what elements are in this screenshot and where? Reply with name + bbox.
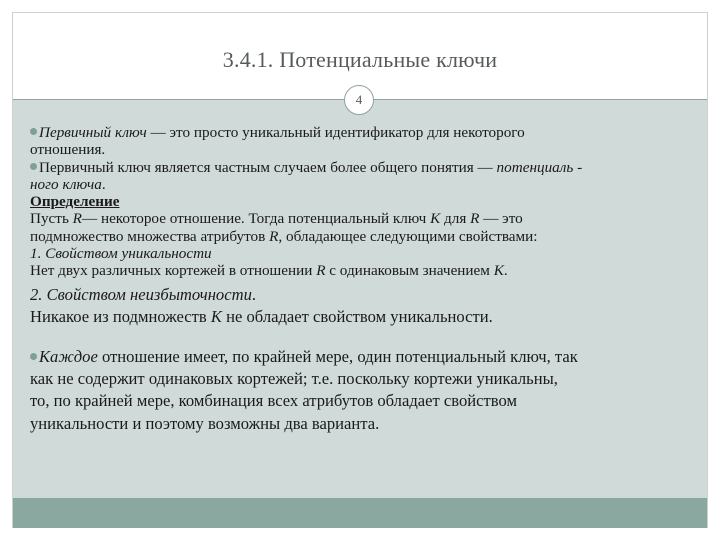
term-candidate-key-end: ного ключа <box>30 175 102 193</box>
text: для <box>440 210 471 228</box>
text: — некоторое отношение. Тогда потенциальный ключ <box>81 210 431 228</box>
page-number: 4 <box>344 85 374 115</box>
definition-heading: Определение <box>30 193 120 211</box>
text: — это <box>479 210 523 228</box>
definition-line <box>30 210 702 227</box>
text: . <box>101 175 106 193</box>
bottom-bar <box>13 498 707 528</box>
text: — это просто уникальный идентификатор для некоторого <box>146 124 525 141</box>
paragraph-line <box>30 176 702 193</box>
paragraph-primary-key <box>30 124 702 141</box>
spacer <box>30 328 702 346</box>
text: Каждое <box>39 347 98 367</box>
text: 2. Свойством неизбыточности <box>30 284 252 304</box>
var-k: K <box>493 262 504 280</box>
property-irreducibility-desc <box>30 306 702 328</box>
text: Первичный ключ является частным случаем более общего понятия — <box>39 158 497 176</box>
text: , обладающее следующими свойствами: <box>278 227 538 245</box>
paragraph-line: как не содержит одинаковых кортежей; т.е. поскольку кортежи уникальны, <box>30 369 558 389</box>
term-candidate-key: потенциаль - <box>496 158 583 176</box>
var-k: K <box>430 210 441 228</box>
var-k: K <box>210 306 222 326</box>
paragraph-candidate-key <box>30 159 702 176</box>
slide-title: 3.4.1. Потенциальные ключи <box>222 47 498 72</box>
text: Пусть <box>30 210 73 228</box>
var-r: R <box>470 210 480 228</box>
var-r: R <box>316 262 326 280</box>
paragraph-every-relation <box>30 346 702 368</box>
var-r: R <box>269 227 279 245</box>
text: . <box>503 262 508 280</box>
paragraph-line: уникальности и поэтому возможны два варианта. <box>30 413 380 433</box>
text: с одинаковым значением <box>325 262 494 280</box>
text: отношение имеет, по крайней мере, один потенциальный ключ, так <box>97 347 578 367</box>
paragraph-line: то, по крайней мере, комбинация всех атрибутов обладает свойством <box>30 391 517 411</box>
text: подмножество множества атрибутов <box>30 227 270 245</box>
text: 1. Свойством уникальности <box>30 245 212 263</box>
var-r: R <box>72 210 82 228</box>
paragraph-line: отношения. <box>30 141 106 159</box>
definition-line <box>30 228 702 245</box>
property-uniqueness <box>30 245 702 262</box>
text: не обладает свойством уникальности. <box>221 306 493 326</box>
property-irreducibility <box>30 284 702 306</box>
term-primary-key: Первичный ключ <box>39 124 147 141</box>
text: . <box>251 284 257 304</box>
text: Нет двух различных кортежей в отношении <box>30 262 317 280</box>
text: Никакое из подмножеств <box>30 306 211 326</box>
slide-content <box>30 124 702 435</box>
property-uniqueness-desc <box>30 262 702 279</box>
